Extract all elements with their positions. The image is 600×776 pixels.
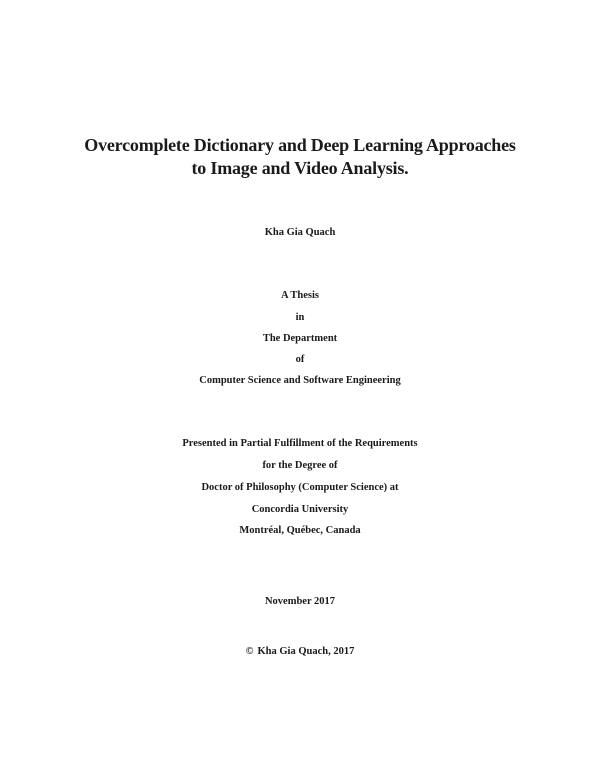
department-name: Computer Science and Software Engineering	[199, 375, 401, 386]
department-label: The Department	[262, 333, 338, 344]
degree-label: for the Degree of	[262, 460, 338, 471]
copyright-text: Kha Gia Quach, 2017	[257, 646, 355, 657]
degree-name: Doctor of Philosophy (Computer Science) at	[201, 482, 399, 493]
thesis-title-line-1: Overcomplete Dictionary and Deep Learning Approaches	[84, 135, 516, 155]
submission-date: November 2017	[264, 596, 336, 607]
copyright-notice	[0, 646, 600, 657]
university-name: Concordia University	[251, 504, 349, 515]
copyright-icon: ©	[245, 646, 254, 657]
requirements-statement: Presented in Partial Fulfillment of the Requirements	[182, 438, 418, 449]
thesis-in: in	[295, 312, 305, 323]
university-location: Montréal, Québec, Canada	[239, 525, 361, 536]
author-name: Kha Gia Quach	[264, 227, 336, 238]
department-of: of	[295, 354, 305, 365]
thesis-title-line-2: to Image and Video Analysis.	[191, 158, 409, 178]
thesis-label: A Thesis	[280, 290, 320, 301]
